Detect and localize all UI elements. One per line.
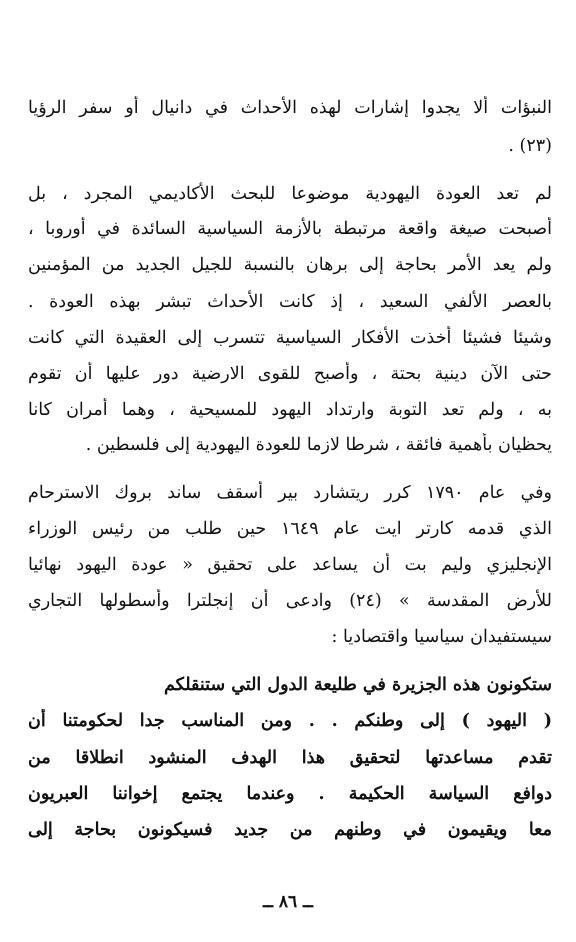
text-line: يحظيان بأهمية فائقة ، شرطا لازما للعودة اليهودية إلى فلسطين . bbox=[85, 435, 552, 455]
document-page bbox=[28, 0, 552, 942]
text-line: أصبحت صيغة واقعة مرتبطة بالأزمة السياسية السائدة في أوروبا ، bbox=[28, 219, 552, 239]
quote-line: ( اليهود ) إلى وطنكم . . ومن المناسب جدا لحكومتنا أن bbox=[28, 711, 552, 731]
quote-line: معا ويقيمون في وطنهم من جديد فسيكونون بحاجة إلى bbox=[28, 820, 552, 840]
text-line: سيستفيدان سياسيا واقتصاديا : bbox=[331, 627, 552, 647]
quote-line: دوافع السياسة الحكيمة . وعندما يجتمع إخواننا العبريون bbox=[28, 784, 552, 804]
text-line: حتى الآن دينية بحتة ، وأصبح للقوى الارضية دور عليها أن تقوم bbox=[28, 364, 552, 384]
text-line: بالعصر الألفي السعيد ، إذ كانت الأحداث تبشر بهذه العودة . bbox=[28, 292, 552, 312]
text-line: به ، ولم تعد التوبة وارتداد اليهود للمسيحية ، وهما أمران كانا bbox=[28, 400, 552, 420]
text-line: وشيئا فشيئا أخذت الأفكار السياسية تتسرب إلى العقيدة التي كانت bbox=[28, 328, 552, 348]
footnote-ref-line: (٢٣) . bbox=[508, 136, 552, 156]
text-line: لم تعد العودة اليهودية موضوعا للبحث الأكاديمي المجرد ، بل bbox=[28, 184, 552, 204]
text-line: الذي قدمه كارتر ايت عام ١٦٤٩ حين طلب من رئيس الوزراء bbox=[28, 519, 552, 539]
text-line: النبؤات ألا يجدوا إشارات لهذه الأحداث في دانيال أو سفر الرؤيا bbox=[28, 98, 552, 118]
text-line: وفي عام ١٧٩٠ كرر ريتشارد بير أسقف ساند بروك الاسترحام bbox=[28, 483, 552, 503]
text-line: ولم يعد الأمر بحاجة إلى برهان بالنسبة للجيل الجديد من المؤمنين bbox=[28, 255, 552, 275]
quote-line: ستكونون هذه الجزيرة في طليعة الدول التي ستنقلكم bbox=[163, 675, 552, 695]
page-number: ــ ٨٦ ــ bbox=[262, 892, 314, 912]
text-line: للأرض المقدسة » (٢٤) وادعى أن إنجلترا وأسطولها التجاري bbox=[28, 591, 552, 611]
text-line: الإنجليزي وليم بت أن يساعد على تحقيق « عودة اليهود نهائيا bbox=[28, 555, 552, 575]
quote-line: تقدم مساعدتها لتحقيق هذا الهدف المنشود انطلاقا من bbox=[28, 748, 552, 768]
